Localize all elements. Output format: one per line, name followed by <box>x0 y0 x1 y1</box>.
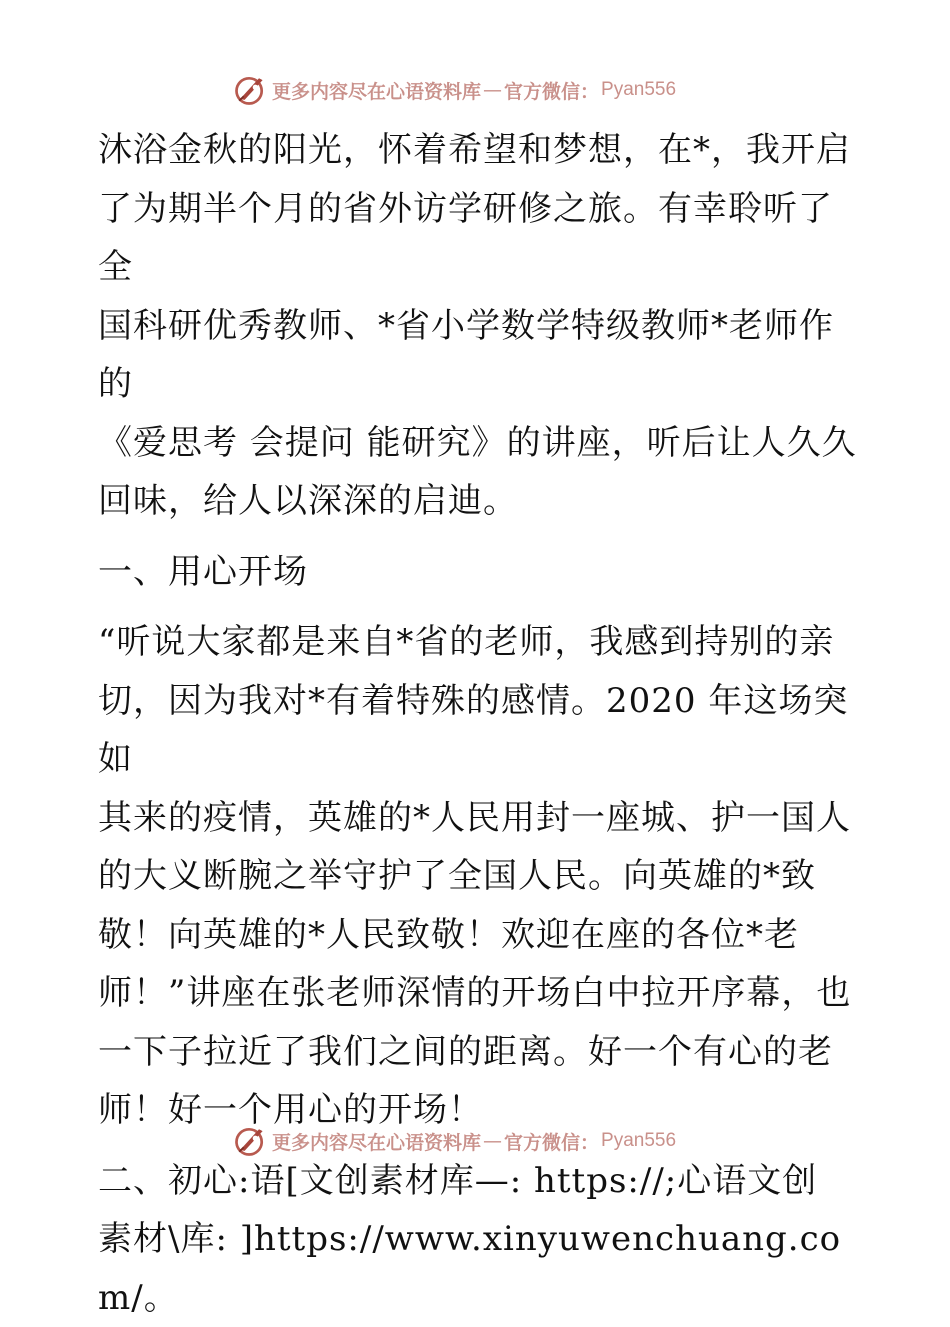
watermark-text: 更多内容尽在心语资料库 <box>272 1128 481 1155</box>
footer-watermark <box>232 1121 676 1161</box>
section-heading-2: 二、初心:语[文创素材库—: https://;心语文创 素材\库: ]https://www.xinyuwenchuang.com/。 <box>98 1152 858 1327</box>
quote-paragraph: “听说大家都是来自*省的老师，我感到持别的亲 切，因为我对*有着特殊的感情。2020 年这场突如 其来的疫情，英雄的*人民用封一座城、护一国人 的大义断腕之举守护了全国人民。向英雄的*致 敬！向英雄的*人民致敬！欢迎在座的各位*老 师！”讲座在张老师深情的开场白中拉开序幕，也 一下子拉近了我们之间的距离。好一个有心的老 师！好一个用心的开场！ <box>98 613 858 1140</box>
watermark-handle: Pyan556 <box>601 1130 676 1152</box>
header-watermark <box>232 70 676 110</box>
watermark-wechat-label: 官方微信： <box>504 77 599 104</box>
watermark-dash: — <box>483 79 502 101</box>
section-heading-1: 一、用心开场 <box>98 543 858 602</box>
intro-paragraph: 沐浴金秋的阳光，怀着希望和梦想，在*，我开启 了为期半个月的省外访学研修之旅。有幸聆听了全 国科研优秀教师、*省小学数学特级教师*老师作的 《爱思考 会提问 能研究》的讲座，听后让人久久 回味，给人以深深的启迪。 <box>98 121 858 531</box>
watermark-handle: Pyan556 <box>601 79 676 101</box>
watermark-wechat-label: 官方微信： <box>504 1128 599 1155</box>
watermark-dash: — <box>483 1130 502 1152</box>
watermark-text: 更多内容尽在心语资料库 <box>272 77 481 104</box>
feather-pen-logo-icon <box>232 1123 268 1159</box>
feather-pen-logo-icon <box>232 72 268 108</box>
